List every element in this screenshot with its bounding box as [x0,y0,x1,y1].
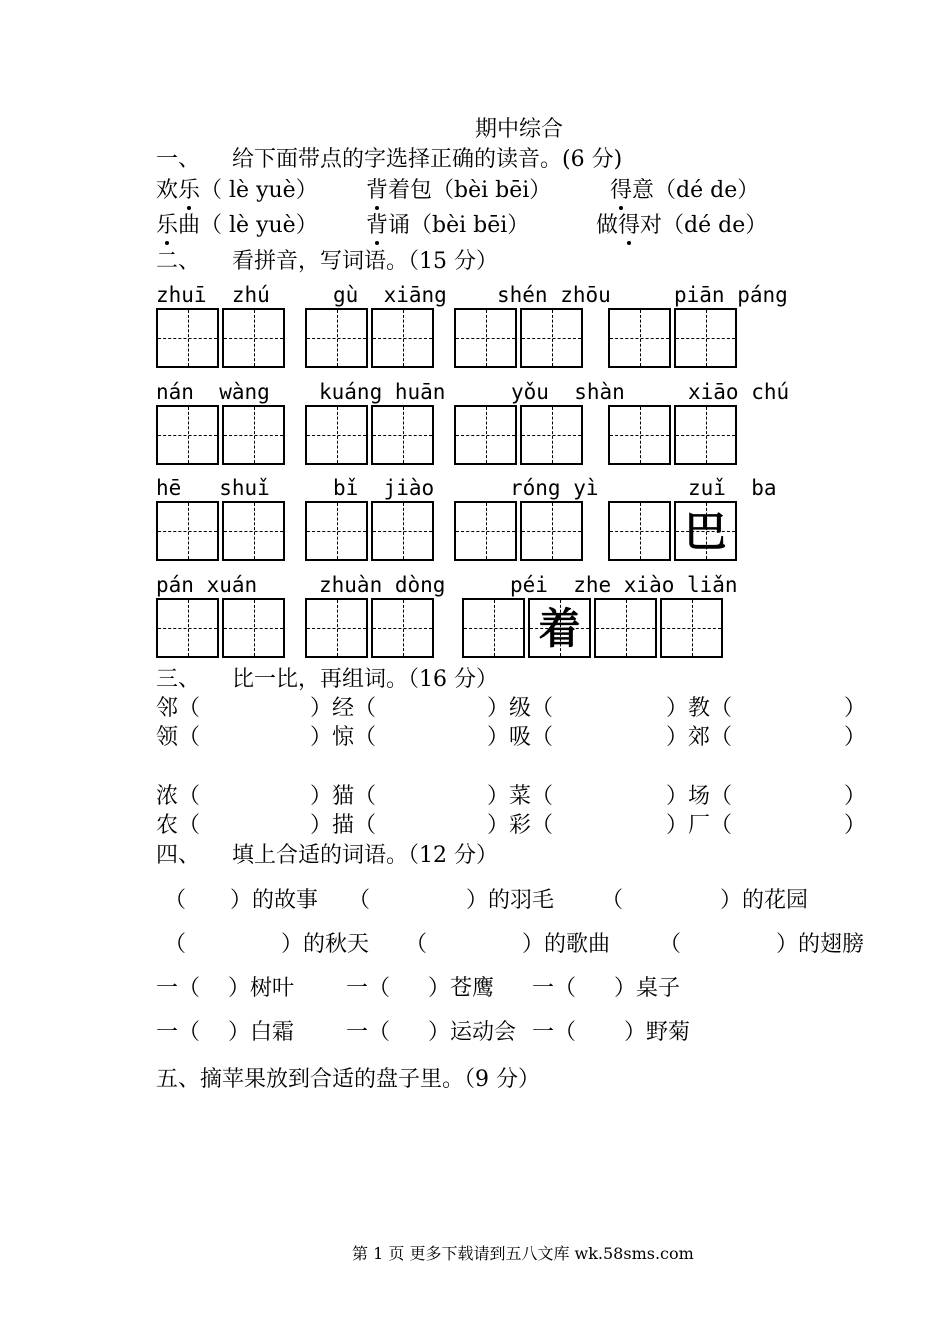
writing-box[interactable] [305,308,368,368]
writing-box[interactable] [371,598,434,658]
fill-item: ）白霜 [228,1020,295,1045]
fill-item: ）的歌曲 [522,932,611,957]
writing-box[interactable] [454,405,517,465]
compare-item: ）描（ [310,813,377,838]
fill-item: ）苍鹰 [428,976,495,1001]
fill-item: 一（ [532,976,577,1001]
fill-item: ）的翅膀 [776,932,865,957]
fill-item: 一（ [346,1020,391,1045]
compare-item: ）猫（ [310,784,377,809]
compare-item: ）教（ [666,696,733,721]
fill-item: 一（ [156,1020,201,1045]
pinyin-label: zuǐ ba [688,476,777,500]
section-3-heading: 比一比，再组词。（16 分） [232,667,498,692]
fill-item: 一（ [346,976,391,1001]
pinyin-label: pán xuán [156,573,258,597]
writing-box[interactable] [222,405,285,465]
writing-box[interactable] [520,405,583,465]
writing-box[interactable] [674,405,737,465]
fill-item: ）的羽毛 [466,888,555,913]
writing-box[interactable] [156,501,219,561]
writing-box-given [674,501,737,561]
compare-item: 领（ [156,725,201,750]
writing-box[interactable] [305,405,368,465]
fill-item: ）野菊 [624,1020,691,1045]
pinyin-label: yǒu shàn [511,380,625,404]
pinyin-label: hē shuǐ [156,476,270,500]
writing-box[interactable] [520,501,583,561]
section-4-heading: 填上合适的词语。（12 分） [232,843,498,868]
compare-item: ） [844,696,867,721]
reading-item-1-3: 得意（dé de） [610,178,760,203]
reading-item-1-2: 背着包（bèi bēi） [366,178,552,203]
pinyin-label: zhuàn dòng [319,573,446,597]
section-2-number: 二、 [156,249,201,274]
pinyin-label: gù xiāng [333,283,447,307]
writing-box[interactable] [608,308,671,368]
section-2-heading: 看拼音，写词语。（15 分） [232,249,498,274]
given-character-ba: 巴 [684,507,727,556]
fill-item: 一（ [156,976,201,1001]
section-3-number: 三、 [156,667,201,692]
given-character-zhe: 着 [538,604,581,653]
fill-item: ）树叶 [228,976,295,1001]
section-5-heading: 五、摘苹果放到合适的盘子里。（9 分） [156,1067,540,1092]
writing-box[interactable] [222,598,285,658]
writing-box[interactable] [156,598,219,658]
compare-item: 浓（ [156,784,201,809]
fill-item: （ [601,888,624,913]
writing-box[interactable] [371,405,434,465]
fill-item: （ [659,932,682,957]
fill-item: ）的故事 [230,888,319,913]
reading-item-2-3: 做得对（dé de） [596,213,768,238]
writing-box[interactable] [305,501,368,561]
writing-box[interactable] [371,308,434,368]
pinyin-label: zhuī zhú [156,283,270,307]
compare-item: 邻（ [156,696,201,721]
section-1-heading: 给下面带点的字选择正确的读音。(6 分) [232,147,623,172]
pinyin-label: xiāo chú [688,380,790,404]
compare-item: ）吸（ [487,725,554,750]
fill-item: 一（ [532,1020,577,1045]
fill-item: （ [348,888,371,913]
writing-box[interactable] [454,501,517,561]
writing-box-given [528,598,591,658]
reading-item-1-1: 欢乐（ lè yuè） [156,178,318,203]
writing-box[interactable] [156,405,219,465]
fill-item: ）桌子 [614,976,681,1001]
fill-item: ）的秋天 [281,932,370,957]
writing-box[interactable] [462,598,525,658]
writing-box[interactable] [608,405,671,465]
compare-item: ）厂（ [666,813,733,838]
writing-box[interactable] [608,501,671,561]
page-title: 期中综合 [475,117,564,142]
pinyin-label: péi zhe xiào liǎn [510,573,738,597]
compare-item: ）场（ [666,784,733,809]
fill-item: （ [164,888,187,913]
fill-item: ）运动会 [428,1020,517,1045]
reading-item-2-1: 乐曲（ lè yuè） [156,213,318,238]
writing-box[interactable] [305,598,368,658]
fill-item: （ [164,932,187,957]
writing-box[interactable] [520,308,583,368]
writing-box[interactable] [594,598,657,658]
compare-item: ）菜（ [487,784,554,809]
section-4-number: 四、 [156,843,201,868]
pinyin-label: shén zhōu [497,283,611,307]
writing-box[interactable] [222,501,285,561]
compare-item: ）级（ [487,696,554,721]
page-footer: 第 1 页 更多下载请到五八文库 wk.58sms.com [352,1244,694,1263]
fill-item: （ [405,932,428,957]
reading-item-2-2: 背诵（bèi bēi） [366,213,530,238]
writing-box[interactable] [222,308,285,368]
pinyin-label: nán wàng [156,380,270,404]
section-1-number: 一、 [156,147,201,172]
pinyin-label: piān páng [674,283,788,307]
writing-box[interactable] [674,308,737,368]
writing-box[interactable] [371,501,434,561]
pinyin-label: róng yì [510,476,599,500]
compare-item: ） [844,725,867,750]
compare-item: ）经（ [310,696,377,721]
compare-item: ）郊（ [666,725,733,750]
pinyin-label: kuáng huān [319,380,446,404]
compare-item: ） [844,784,867,809]
compare-item: ）彩（ [487,813,554,838]
compare-item: ）惊（ [310,725,377,750]
compare-item: 农（ [156,813,201,838]
fill-item: ）的花园 [720,888,809,913]
compare-item: ） [844,813,867,838]
pinyin-label: bǐ jiào [333,476,435,500]
writing-box[interactable] [156,308,219,368]
writing-box[interactable] [660,598,723,658]
writing-box[interactable] [454,308,517,368]
